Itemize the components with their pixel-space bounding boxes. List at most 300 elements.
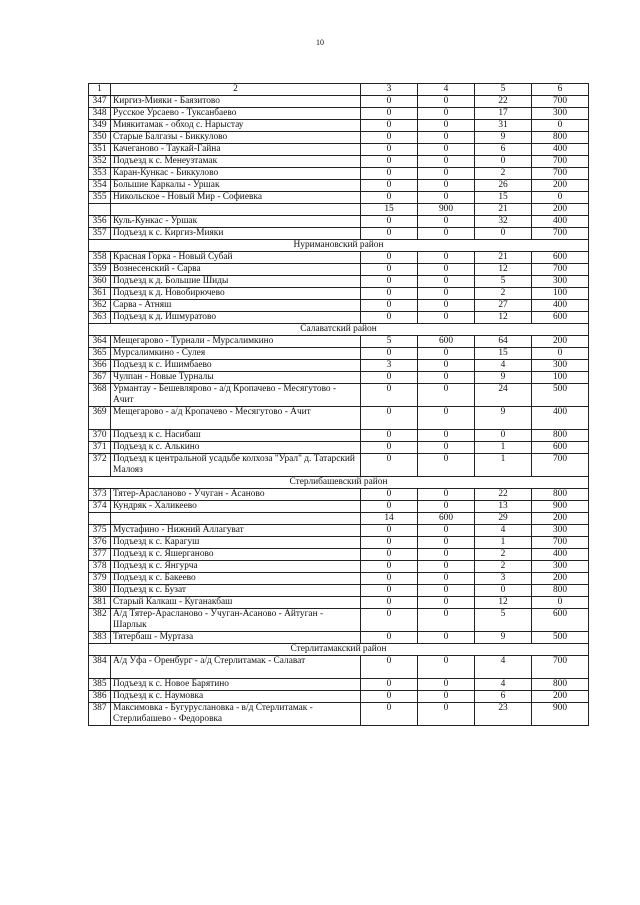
road-name: Подъезд к с. Карагуш — [111, 537, 361, 549]
col6-value: 200 — [532, 573, 589, 585]
table-row — [89, 276, 589, 288]
col3-value: 0 — [361, 252, 418, 264]
district-header-row — [89, 644, 589, 656]
col4-value: 0 — [418, 691, 475, 703]
row-number: 358 — [89, 252, 111, 264]
table-row — [89, 132, 589, 144]
col4-value: 0 — [418, 276, 475, 288]
road-name: Мещегарово - Турнали - Мурсалимкино — [111, 336, 361, 348]
col4-value: 0 — [418, 489, 475, 501]
col4-value: 0 — [418, 609, 475, 632]
col6-value: 700 — [532, 656, 589, 679]
table-row — [89, 430, 589, 442]
col6-value: 300 — [532, 561, 589, 573]
row-number: 354 — [89, 180, 111, 192]
col6-value: 200 — [532, 336, 589, 348]
row-number: 373 — [89, 489, 111, 501]
road-name: Старый Калкаш - Куганакбаш — [111, 597, 361, 609]
row-number: 357 — [89, 228, 111, 240]
col5-value: 6 — [475, 144, 532, 156]
row-number: 360 — [89, 276, 111, 288]
table-row — [89, 360, 589, 372]
col3-value: 0 — [361, 656, 418, 679]
col5-value: 31 — [475, 120, 532, 132]
col6-value: 800 — [532, 679, 589, 691]
row-number: 385 — [89, 679, 111, 691]
table-row — [89, 312, 589, 324]
col6-value: 0 — [532, 597, 589, 609]
col6-value: 800 — [532, 585, 589, 597]
header-cell-2: 2 — [111, 84, 361, 96]
col6-value: 300 — [532, 360, 589, 372]
col5-value: 3 — [475, 573, 532, 585]
road-name: Киргиз-Мияки - Баязитово — [111, 96, 361, 108]
row-number — [89, 513, 111, 525]
road-name: Подъезд к с. Янгурча — [111, 561, 361, 573]
col6-value: 700 — [532, 264, 589, 276]
district-header-row — [89, 477, 589, 489]
row-number: 361 — [89, 288, 111, 300]
col3-value: 0 — [361, 489, 418, 501]
row-number: 366 — [89, 360, 111, 372]
col5-value: 4 — [475, 525, 532, 537]
col5-value: 21 — [475, 252, 532, 264]
road-name — [111, 513, 361, 525]
col4-value: 0 — [418, 656, 475, 679]
road-name: Куль-Кункас - Уршак — [111, 216, 361, 228]
col4-value: 0 — [418, 525, 475, 537]
road-name: Максимовка - Бугуруслановка - в/д Стерлитамак - Стерлибашево - Федоровка — [111, 703, 361, 726]
col5-value: 27 — [475, 300, 532, 312]
col5-value: 64 — [475, 336, 532, 348]
col4-value: 0 — [418, 264, 475, 276]
col5-value: 17 — [475, 108, 532, 120]
col3-value: 0 — [361, 442, 418, 454]
col4-value: 0 — [418, 454, 475, 477]
col5-value: 0 — [475, 156, 532, 168]
col3-value: 0 — [361, 120, 418, 132]
col4-value: 0 — [418, 348, 475, 360]
table-row — [89, 144, 589, 156]
table-row — [89, 561, 589, 573]
col4-value: 0 — [418, 679, 475, 691]
road-name: Подъезд к с. Алькино — [111, 442, 361, 454]
col6-value: 400 — [532, 216, 589, 228]
road-name: Подъезд к д. Ишмуратово — [111, 312, 361, 324]
road-name: Подъезд к с. Насибаш — [111, 430, 361, 442]
table-row — [89, 501, 589, 513]
col3-value: 0 — [361, 525, 418, 537]
col6-value: 600 — [532, 312, 589, 324]
col6-value: 700 — [532, 454, 589, 477]
road-name: Подъезд к с. Наумовка — [111, 691, 361, 703]
table-row — [89, 609, 589, 632]
col4-value: 900 — [418, 204, 475, 216]
col5-value: 12 — [475, 264, 532, 276]
table-row — [89, 216, 589, 228]
roads-table — [88, 83, 589, 726]
table-row — [89, 252, 589, 264]
col4-value: 0 — [418, 561, 475, 573]
col6-value: 0 — [532, 348, 589, 360]
col3-value: 0 — [361, 348, 418, 360]
col4-value: 0 — [418, 442, 475, 454]
road-name: Сарва - Атняш — [111, 300, 361, 312]
road-name: Мещегарово - а/д Кропачево - Месягутово - Ачит — [111, 407, 361, 430]
col6-value: 700 — [532, 96, 589, 108]
col5-value: 12 — [475, 597, 532, 609]
col6-value: 0 — [532, 120, 589, 132]
table-row — [89, 525, 589, 537]
row-number: 348 — [89, 108, 111, 120]
col3-value: 0 — [361, 703, 418, 726]
col3-value: 15 — [361, 204, 418, 216]
road-name: Подъезд к с. Новое Барятино — [111, 679, 361, 691]
row-number: 347 — [89, 96, 111, 108]
table-row — [89, 336, 589, 348]
col4-value: 0 — [418, 252, 475, 264]
col5-value: 4 — [475, 656, 532, 679]
row-number: 355 — [89, 192, 111, 204]
table-row — [89, 442, 589, 454]
table-row — [89, 120, 589, 132]
col3-value: 0 — [361, 597, 418, 609]
row-number: 353 — [89, 168, 111, 180]
col3-value: 0 — [361, 156, 418, 168]
col5-value: 29 — [475, 513, 532, 525]
table-row — [89, 156, 589, 168]
district-name: Нуримановский район — [89, 240, 589, 252]
road-name: Урмантау - Бешевлярово - а/д Кропачево - Месягутово - Ачит — [111, 384, 361, 407]
header-row — [89, 84, 589, 96]
row-number: 386 — [89, 691, 111, 703]
road-name: Тятер-Арасланово - Учуган - Асаново — [111, 489, 361, 501]
col4-value: 0 — [418, 430, 475, 442]
col3-value: 0 — [361, 537, 418, 549]
road-name: Подъезд к д. Новобирючево — [111, 288, 361, 300]
col5-value: 4 — [475, 360, 532, 372]
col6-value: 200 — [532, 513, 589, 525]
row-number: 352 — [89, 156, 111, 168]
table-row — [89, 703, 589, 726]
row-number: 364 — [89, 336, 111, 348]
col6-value: 100 — [532, 372, 589, 384]
district-name: Салаватский район — [89, 324, 589, 336]
col3-value: 0 — [361, 312, 418, 324]
road-name: Мустафино - Нижний Аллагуват — [111, 525, 361, 537]
col5-value: 13 — [475, 501, 532, 513]
col4-value: 0 — [418, 288, 475, 300]
table-row — [89, 632, 589, 644]
col5-value: 9 — [475, 632, 532, 644]
col3-value: 0 — [361, 691, 418, 703]
col3-value: 0 — [361, 264, 418, 276]
col4-value: 0 — [418, 585, 475, 597]
col4-value: 0 — [418, 180, 475, 192]
col6-value: 700 — [532, 156, 589, 168]
table-row — [89, 300, 589, 312]
table-row — [89, 489, 589, 501]
road-name: Вознесенский - Сарва — [111, 264, 361, 276]
row-number: 387 — [89, 703, 111, 726]
col6-value: 200 — [532, 691, 589, 703]
table-row — [89, 192, 589, 204]
table-row — [89, 679, 589, 691]
col6-value: 400 — [532, 549, 589, 561]
row-number: 371 — [89, 442, 111, 454]
col3-value: 3 — [361, 360, 418, 372]
col3-value: 0 — [361, 108, 418, 120]
row-number: 380 — [89, 585, 111, 597]
col3-value: 0 — [361, 96, 418, 108]
col3-value: 0 — [361, 501, 418, 513]
col6-value: 800 — [532, 430, 589, 442]
col5-value: 2 — [475, 168, 532, 180]
row-number: 356 — [89, 216, 111, 228]
col5-value: 9 — [475, 407, 532, 430]
col5-value: 2 — [475, 288, 532, 300]
col3-value: 0 — [361, 168, 418, 180]
row-number: 365 — [89, 348, 111, 360]
table-row — [89, 264, 589, 276]
header-cell-6: 6 — [532, 84, 589, 96]
col5-value: 2 — [475, 561, 532, 573]
col5-value: 2 — [475, 549, 532, 561]
col3-value: 0 — [361, 384, 418, 407]
table-row — [89, 96, 589, 108]
col6-value: 300 — [532, 276, 589, 288]
col5-value: 1 — [475, 454, 532, 477]
col4-value: 0 — [418, 549, 475, 561]
col3-value: 0 — [361, 585, 418, 597]
col3-value: 0 — [361, 300, 418, 312]
col4-value: 0 — [418, 144, 475, 156]
road-name: Старые Балгазы - Биккулово — [111, 132, 361, 144]
col4-value: 0 — [418, 703, 475, 726]
col5-value: 9 — [475, 132, 532, 144]
col3-value: 0 — [361, 632, 418, 644]
header-cell-4: 4 — [418, 84, 475, 96]
col5-value: 0 — [475, 585, 532, 597]
col3-value: 0 — [361, 430, 418, 442]
table-row — [89, 168, 589, 180]
row-number: 372 — [89, 454, 111, 477]
col6-value: 900 — [532, 703, 589, 726]
table-row — [89, 204, 589, 216]
row-number: 349 — [89, 120, 111, 132]
table-row — [89, 597, 589, 609]
col4-value: 0 — [418, 96, 475, 108]
col5-value: 24 — [475, 384, 532, 407]
col6-value: 100 — [532, 288, 589, 300]
road-name: Кундряк - Халикеево — [111, 501, 361, 513]
col6-value: 500 — [532, 384, 589, 407]
row-number: 384 — [89, 656, 111, 679]
col4-value: 0 — [418, 120, 475, 132]
road-name: Большие Каркалы - Уршак — [111, 180, 361, 192]
col4-value: 0 — [418, 228, 475, 240]
col4-value: 0 — [418, 108, 475, 120]
table-row — [89, 585, 589, 597]
row-number: 376 — [89, 537, 111, 549]
col3-value: 0 — [361, 192, 418, 204]
col3-value: 0 — [361, 180, 418, 192]
table-row — [89, 549, 589, 561]
row-number: 378 — [89, 561, 111, 573]
col5-value: 1 — [475, 442, 532, 454]
col6-value: 0 — [532, 192, 589, 204]
header-cell-3: 3 — [361, 84, 418, 96]
road-name: Красная Горка - Новый Субай — [111, 252, 361, 264]
col5-value: 6 — [475, 691, 532, 703]
col5-value: 21 — [475, 204, 532, 216]
col4-value: 0 — [418, 632, 475, 644]
table-row — [89, 288, 589, 300]
col5-value: 12 — [475, 312, 532, 324]
col3-value: 0 — [361, 407, 418, 430]
col6-value: 900 — [532, 501, 589, 513]
col5-value: 5 — [475, 609, 532, 632]
district-name: Стерлибашевский район — [89, 477, 589, 489]
col3-value: 0 — [361, 132, 418, 144]
road-name — [111, 204, 361, 216]
table-row — [89, 691, 589, 703]
row-number: 381 — [89, 597, 111, 609]
table-row — [89, 513, 589, 525]
road-name: Никольское - Новый Мир - Софиевка — [111, 192, 361, 204]
col6-value: 800 — [532, 132, 589, 144]
col3-value: 14 — [361, 513, 418, 525]
road-name: Чулпан - Новые Турналы — [111, 372, 361, 384]
col6-value: 300 — [532, 108, 589, 120]
col5-value: 4 — [475, 679, 532, 691]
col4-value: 0 — [418, 537, 475, 549]
col3-value: 0 — [361, 561, 418, 573]
col3-value: 0 — [361, 288, 418, 300]
col3-value: 0 — [361, 228, 418, 240]
row-number: 351 — [89, 144, 111, 156]
road-name: Подъезд к центральной усадьбе колхоза "Урал" д. Татарский Малояз — [111, 454, 361, 477]
col4-value: 0 — [418, 407, 475, 430]
col6-value: 600 — [532, 252, 589, 264]
table-row — [89, 656, 589, 679]
col5-value: 15 — [475, 348, 532, 360]
col5-value: 0 — [475, 228, 532, 240]
table-row — [89, 454, 589, 477]
road-name: Подъезд к с. Яшерганово — [111, 549, 361, 561]
header-cell-1: 1 — [89, 84, 111, 96]
col6-value: 200 — [532, 204, 589, 216]
col3-value: 0 — [361, 276, 418, 288]
row-number: 359 — [89, 264, 111, 276]
table-row — [89, 372, 589, 384]
row-number: 383 — [89, 632, 111, 644]
district-header-row — [89, 324, 589, 336]
road-name: Каран-Кункас - Биккулово — [111, 168, 361, 180]
col4-value: 600 — [418, 336, 475, 348]
row-number — [89, 204, 111, 216]
page-number: 10 — [316, 38, 324, 47]
col4-value: 0 — [418, 360, 475, 372]
col5-value: 0 — [475, 430, 532, 442]
road-name: Подъезд к с. Менеузтамак — [111, 156, 361, 168]
col6-value: 600 — [532, 609, 589, 632]
col4-value: 0 — [418, 216, 475, 228]
road-name: Тятербаш - Муртаза — [111, 632, 361, 644]
col6-value: 500 — [532, 632, 589, 644]
col3-value: 0 — [361, 549, 418, 561]
col5-value: 23 — [475, 703, 532, 726]
row-number: 350 — [89, 132, 111, 144]
col4-value: 0 — [418, 501, 475, 513]
col4-value: 0 — [418, 132, 475, 144]
road-name: Мурсалимкино - Сулея — [111, 348, 361, 360]
row-number: 377 — [89, 549, 111, 561]
col6-value: 700 — [532, 537, 589, 549]
col5-value: 22 — [475, 96, 532, 108]
col4-value: 0 — [418, 192, 475, 204]
road-name: Подъезд к д. Большие Шиды — [111, 276, 361, 288]
header-cell-5: 5 — [475, 84, 532, 96]
district-name: Стерлитамакский район — [89, 644, 589, 656]
table-row — [89, 108, 589, 120]
road-name: Русское Урсаево - Туксанбаево — [111, 108, 361, 120]
table-row — [89, 537, 589, 549]
col5-value: 1 — [475, 537, 532, 549]
col4-value: 0 — [418, 300, 475, 312]
col6-value: 600 — [532, 442, 589, 454]
col4-value: 0 — [418, 156, 475, 168]
road-name: Миякитамак - обход с. Нарыстау — [111, 120, 361, 132]
col5-value: 5 — [475, 276, 532, 288]
road-name: Подъезд к с. Киргиз-Мияки — [111, 228, 361, 240]
col6-value: 200 — [532, 180, 589, 192]
col3-value: 0 — [361, 216, 418, 228]
col6-value: 400 — [532, 407, 589, 430]
road-name: Подъезд к с. Бакеево — [111, 573, 361, 585]
road-name: Качеганово - Таукай-Гайна — [111, 144, 361, 156]
table-row — [89, 384, 589, 407]
road-name: А/д Тятер-Арасланово - Учуган-Асаново - Айтуган - Шарлык — [111, 609, 361, 632]
col5-value: 15 — [475, 192, 532, 204]
col6-value: 700 — [532, 228, 589, 240]
road-name: Подъезд к с. Бузат — [111, 585, 361, 597]
col3-value: 0 — [361, 144, 418, 156]
col4-value: 0 — [418, 573, 475, 585]
col5-value: 22 — [475, 489, 532, 501]
col3-value: 0 — [361, 609, 418, 632]
row-number: 379 — [89, 573, 111, 585]
col4-value: 0 — [418, 384, 475, 407]
col6-value: 800 — [532, 489, 589, 501]
table-row — [89, 228, 589, 240]
col3-value: 0 — [361, 573, 418, 585]
col3-value: 0 — [361, 679, 418, 691]
col5-value: 26 — [475, 180, 532, 192]
row-number: 363 — [89, 312, 111, 324]
col6-value: 400 — [532, 144, 589, 156]
col6-value: 400 — [532, 300, 589, 312]
col4-value: 0 — [418, 372, 475, 384]
row-number: 374 — [89, 501, 111, 513]
row-number: 382 — [89, 609, 111, 632]
col5-value: 32 — [475, 216, 532, 228]
col6-value: 700 — [532, 168, 589, 180]
table-body — [89, 84, 589, 726]
row-number: 368 — [89, 384, 111, 407]
row-number: 370 — [89, 430, 111, 442]
col4-value: 0 — [418, 168, 475, 180]
